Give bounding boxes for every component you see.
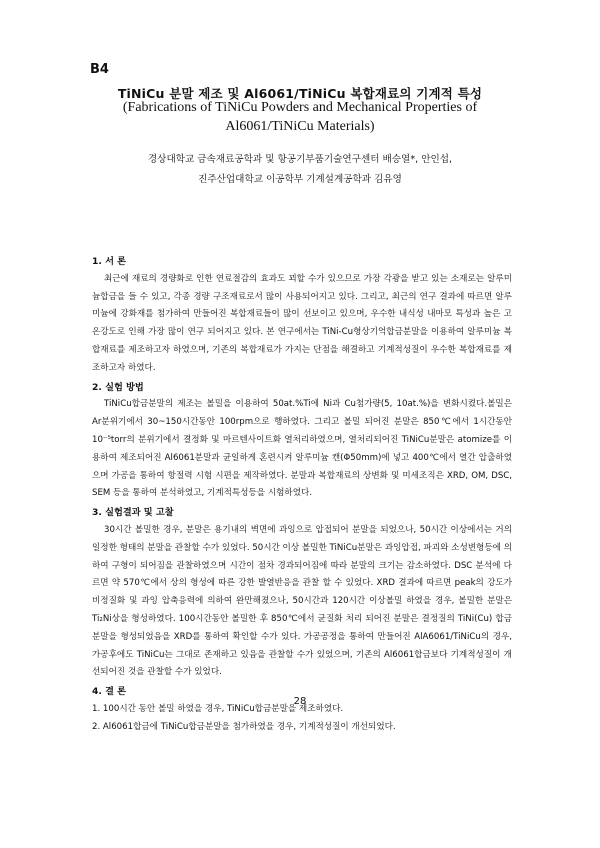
conclusion-item: 1. 100시간 동안 볼밀 하였을 경우, TiNiCu합금분말을 제조하였다. xyxy=(92,703,344,714)
section-paragraph: TiNiCu합금분말의 제조는 볼밀을 이용하여 50at.%Ti에 Ni과 Cu첨가량(5, 10at.%)을 변화시켰다.볼밀은 Ar분위기에서 30~150시간동안 100rpm으로 행하였다. 그리고 볼밀 되어진 분말은 850℃에서 1시간동안 10⁻⁵torr의 분위기에서 결정화 및 마르텐사이트화 열처리하였으며, 열처리되어진 TiNiCu분말은 atomize를 이용하여 제조되어진 Al6061분말과 균일하게 혼련시켜 알루미늄 캔(Φ50mm)에 넣고 400℃에서 열간 압출하였으며 가공을 통하여 항절력 시험 시편을 제작하였다. 분말과 복합재료의 상변화 및 미세조직은 XRD, OM, DSC, SEM 등을 통하여 분석하였고, 기계적특성등을 시험하였다. xyxy=(92,399,512,499)
title-english: (Fabrications of TiNiCu Powders and Mechanical Properties of Al6061/TiNiCu Materials) xyxy=(122,100,478,134)
section-heading-methods: 2. 실험 방법 xyxy=(92,381,144,393)
abstract-code: B4 xyxy=(90,62,109,77)
author-block xyxy=(0,150,600,190)
section-paragraph: 30시간 볼밀한 경우, 분말은 용기내의 벽면에 과잉으로 압접되어 분말을 되었으나, 50시간 이상에서는 거의 일정한 형태의 분말을 관찰할 수가 있었다. 50시간 이상 볼밀한 TiNiCu분말은 과잉압접, 파괴와 소성변형등에 의하여 구형이 되어짐을 관찰하였으며 시간이 점차 경과되어짐에 따라 분말의 크기는 감소하였다. DSC 분석에 다르면 약 570℃에서 상의 형성에 따른 강한 발열반응을 관찰 할 수 있었다. XRD 결과에 따르면 peak의 강도가 비정질화 및 과잉 압축응력에 의하여 완만해졌으나, 50시간과 120시간 이상볼밀 하였을 경우, 볼밀한 분말은 Ti₂Ni상을 형성하였다. 100시간동안 볼밀한 후 850℃에서 균질화 처리 되어진 분말은 결정질의 TiNi(Cu) 합금분말을 형성되었음을 XRD를 통하여 확인할 수가 있다. 가공공정을 통하여 만들어진 AlA6061/TiNiCu의 경우, 가공후에도 TiNiCu는 그대로 존재하고 있음을 관찰할 수가 있었으며, 기존의 Al6061합금보다 기계적성질이 개선되어진 것을 관찰할 수가 있었다. xyxy=(92,524,512,678)
page-number: 28 xyxy=(293,696,307,707)
author-affiliation-2: 진주산업대학교 이공학부 기계설계공학과 김유영 xyxy=(198,174,402,185)
section-heading-results: 3. 실험결과 및 고찰 xyxy=(92,507,174,519)
author-affiliation-1: 경상대학교 금속재료공학과 및 항공기부품기술연구센터 배승열*, 안인섭, xyxy=(147,154,453,165)
section-paragraph: 최근에 재료의 경량화로 인한 연료절감의 효과도 꾀할 수가 있으므로 가장 각광을 받고 있는 소재로는 알루미늄합금을 들 수 있고, 각종 경량 구조재료로서 많이 사용되어지고 있다. 그리고, 최근의 연구 결과에 따르면 알루미늄에 강화재를 첨가하여 만들어진 복합재료들이 많이 선보이고 있으며, 우수한 내식성 내마모 특성과 높은 고온강도로 인해 가장 많이 연구 되어지고 있다. 본 연구에서는 TiNi-Cu형상기억합금분말을 이용하여 알루미늄 복합재료를 제조하고자 하였으며, 기존의 복합재료가 가지는 단점을 해결하고 기계적성질이 우수한 복합재료를 제조하고자 하였다. xyxy=(92,273,512,373)
title-korean: TiNiCu 분말 제조 및 Al6061/TiNiCu 복합재료의 기계적 특성 xyxy=(117,86,483,101)
section-heading-conclusion: 4. 결 론 xyxy=(92,686,127,698)
body-content xyxy=(92,252,512,737)
section-heading-introduction: 1. 서 론 xyxy=(92,256,127,267)
conclusion-item: 2. Al6061합금에 TiNiCu합금분말을 첨가하였을 경우, 기계적성질이 개선되었다. xyxy=(92,721,396,732)
